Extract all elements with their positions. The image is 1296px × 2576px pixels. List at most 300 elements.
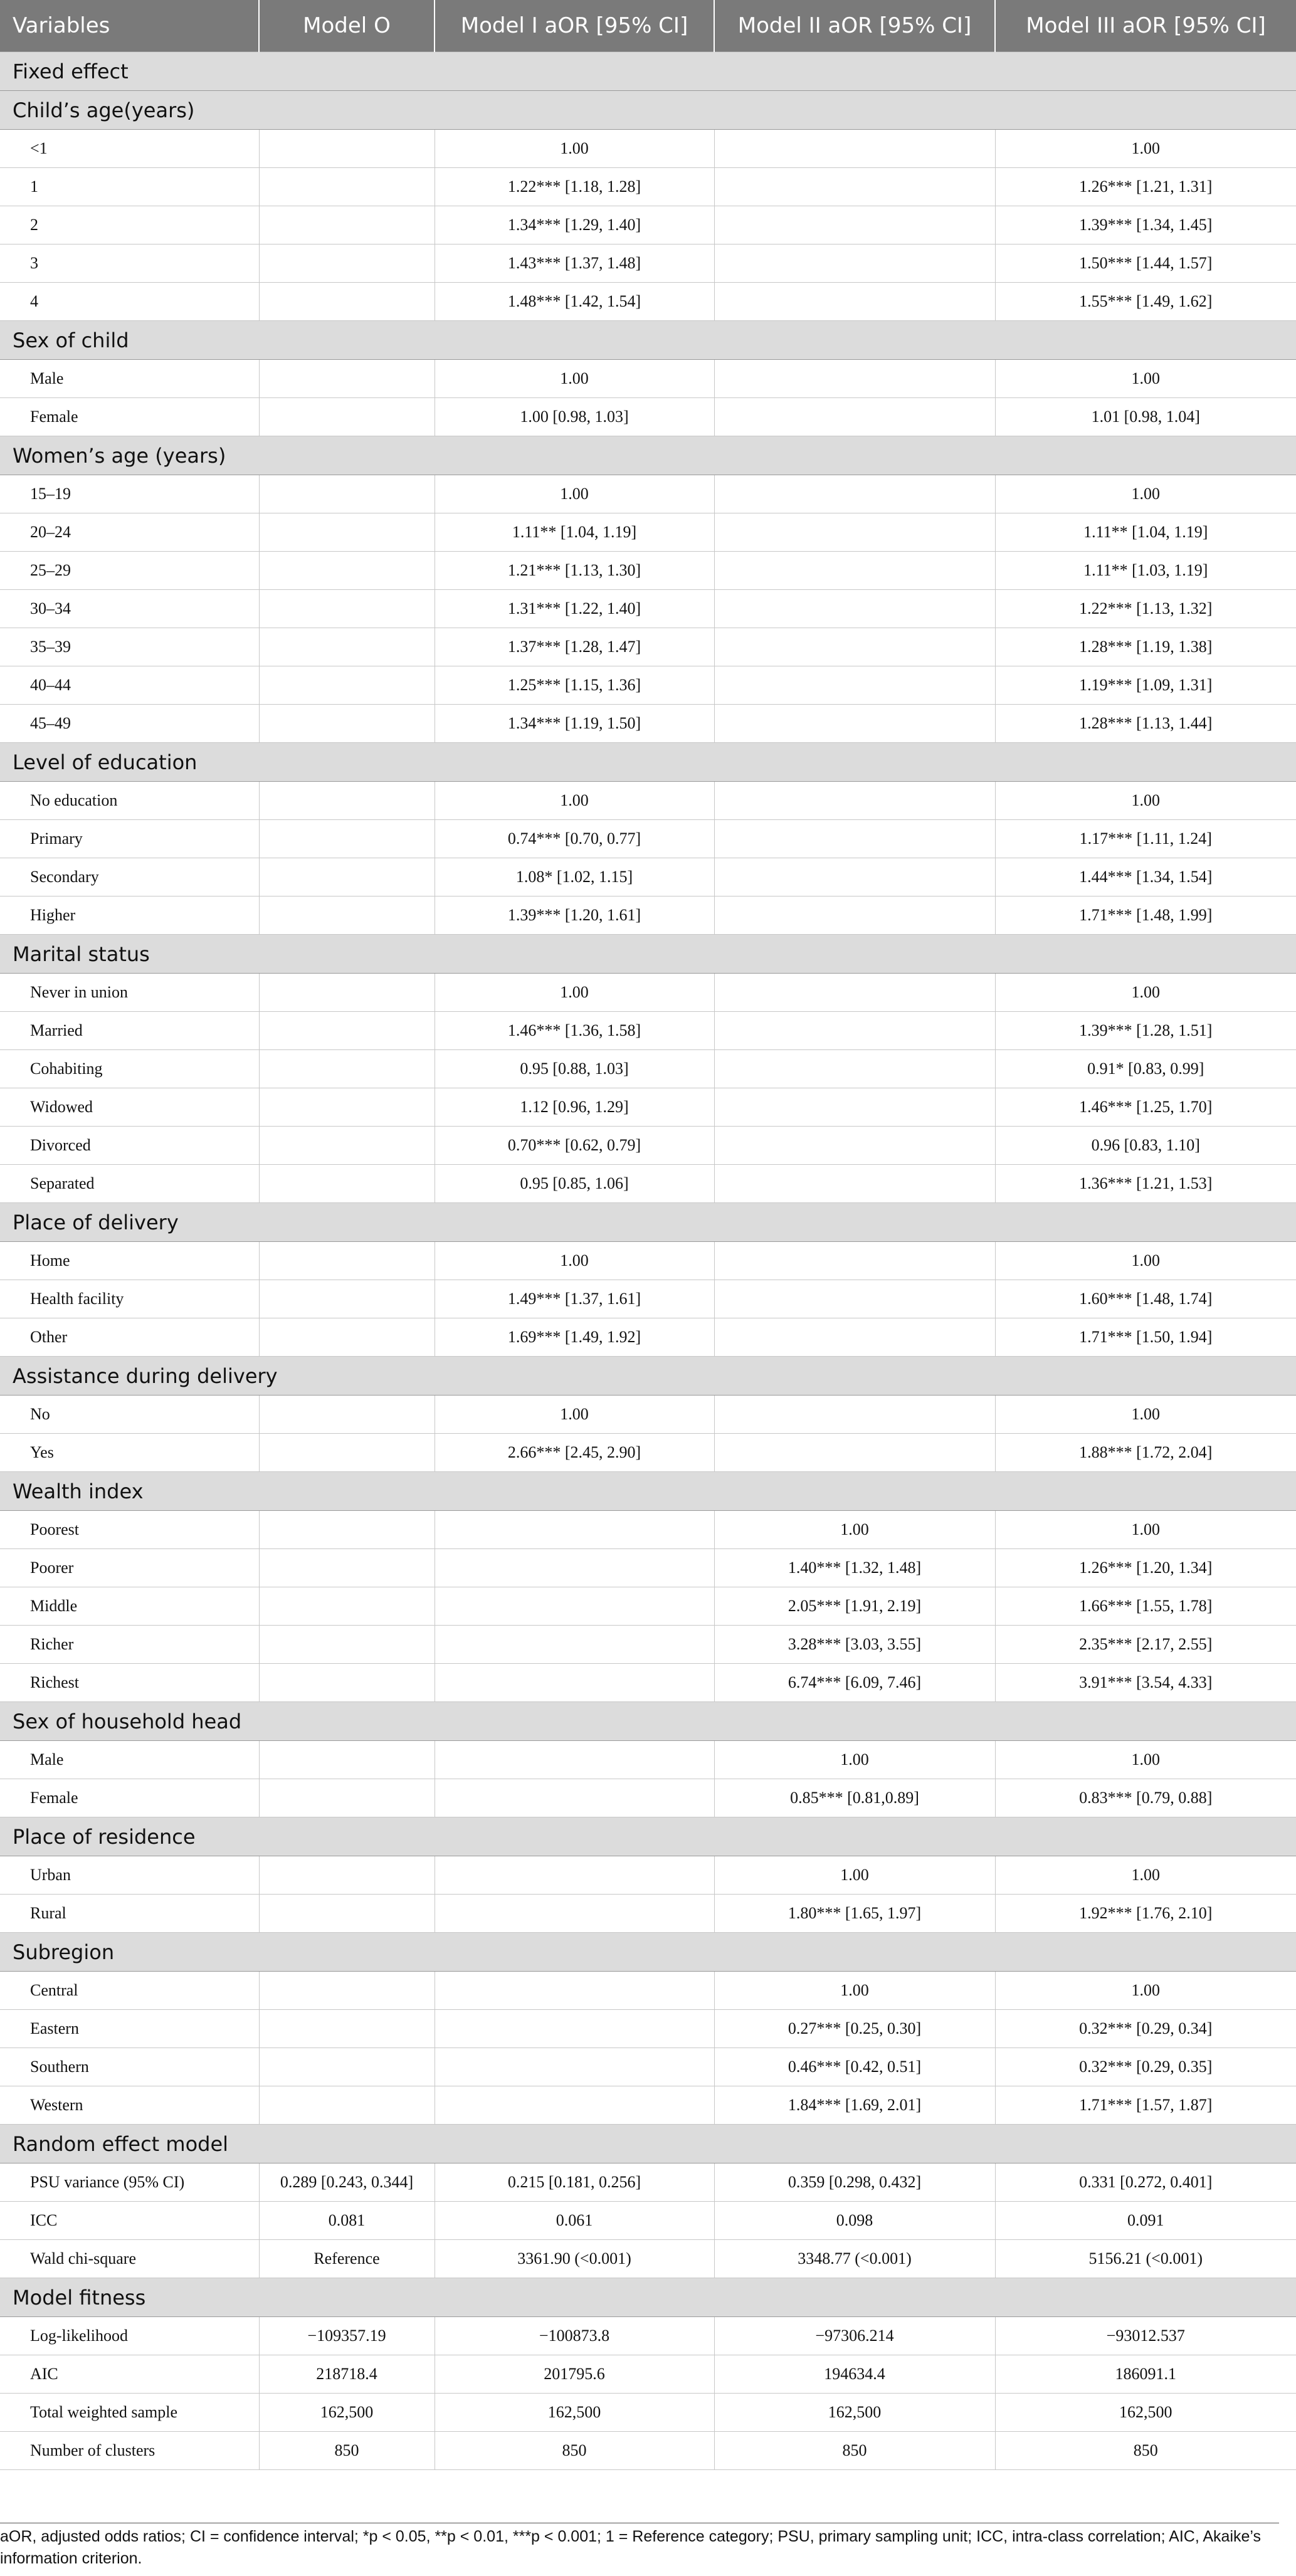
table-row bbox=[0, 475, 1296, 513]
model-value-cell bbox=[259, 1396, 435, 1434]
model-value-cell: 1.00 bbox=[995, 1242, 1296, 1280]
model-value-cell: 1.44*** [1.34, 1.54] bbox=[995, 858, 1296, 896]
model-value-cell bbox=[259, 896, 435, 935]
model-value-cell: 0.081 bbox=[259, 2202, 435, 2240]
variable-label-cell: No education bbox=[0, 782, 259, 820]
header-variables: Variables bbox=[0, 0, 259, 52]
model-value-cell bbox=[259, 820, 435, 858]
model-value-cell: 3348.77 (<0.001) bbox=[714, 2240, 995, 2278]
model-value-cell: 0.359 [0.298, 0.432] bbox=[714, 2163, 995, 2202]
model-value-cell bbox=[259, 244, 435, 283]
model-value-cell bbox=[714, 1165, 995, 1203]
model-value-cell bbox=[259, 1127, 435, 1165]
variable-label-cell: AIC bbox=[0, 2355, 259, 2394]
model-value-cell bbox=[259, 1587, 435, 1626]
table-row bbox=[0, 552, 1296, 590]
table-row bbox=[0, 1511, 1296, 1549]
section-title: Women’s age (years) bbox=[0, 436, 1296, 475]
variable-label-cell: 30–34 bbox=[0, 590, 259, 628]
model-value-cell: 1.00 bbox=[995, 782, 1296, 820]
variable-label-cell: Poorest bbox=[0, 1511, 259, 1549]
variable-label-cell: Married bbox=[0, 1012, 259, 1050]
section-header-row bbox=[0, 1203, 1296, 1242]
variable-label-cell: 40–44 bbox=[0, 666, 259, 705]
model-value-cell bbox=[435, 1587, 714, 1626]
table-row bbox=[0, 130, 1296, 168]
model-value-cell: 0.85*** [0.81,0.89] bbox=[714, 1779, 995, 1817]
model-value-cell: −93012.537 bbox=[995, 2317, 1296, 2355]
model-value-cell: Reference bbox=[259, 2240, 435, 2278]
model-value-cell: 201795.6 bbox=[435, 2355, 714, 2394]
model-value-cell: 2.05*** [1.91, 2.19] bbox=[714, 1587, 995, 1626]
model-value-cell bbox=[714, 820, 995, 858]
model-value-cell: 1.00 bbox=[995, 974, 1296, 1012]
variable-label-cell: 1 bbox=[0, 168, 259, 206]
variable-label-cell: 15–19 bbox=[0, 475, 259, 513]
variable-label-cell: Total weighted sample bbox=[0, 2394, 259, 2432]
model-value-cell: 1.92*** [1.76, 2.10] bbox=[995, 1895, 1296, 1933]
variable-label-cell: PSU variance (95% CI) bbox=[0, 2163, 259, 2202]
model-value-cell: 1.17*** [1.11, 1.24] bbox=[995, 820, 1296, 858]
table-row bbox=[0, 1626, 1296, 1664]
section-header-row bbox=[0, 935, 1296, 974]
model-value-cell: 1.00 bbox=[995, 475, 1296, 513]
table-row bbox=[0, 1280, 1296, 1318]
variable-label-cell: Number of clusters bbox=[0, 2432, 259, 2470]
model-value-cell bbox=[435, 2010, 714, 2048]
model-value-cell: 1.31*** [1.22, 1.40] bbox=[435, 590, 714, 628]
model-value-cell: 194634.4 bbox=[714, 2355, 995, 2394]
model-value-cell: 1.00 bbox=[435, 974, 714, 1012]
model-value-cell: 0.32*** [0.29, 0.35] bbox=[995, 2048, 1296, 2086]
model-value-cell: −109357.19 bbox=[259, 2317, 435, 2355]
model-value-cell: 1.11** [1.03, 1.19] bbox=[995, 552, 1296, 590]
table-row bbox=[0, 1664, 1296, 1702]
model-value-cell bbox=[714, 513, 995, 552]
model-value-cell: 162,500 bbox=[259, 2394, 435, 2432]
variable-label-cell: Southern bbox=[0, 2048, 259, 2086]
model-value-cell bbox=[259, 1088, 435, 1127]
table-row bbox=[0, 820, 1296, 858]
model-value-cell bbox=[714, 475, 995, 513]
model-value-cell bbox=[714, 1396, 995, 1434]
model-value-cell bbox=[714, 360, 995, 398]
model-value-cell: 0.83*** [0.79, 0.88] bbox=[995, 1779, 1296, 1817]
model-value-cell bbox=[714, 858, 995, 896]
model-value-cell: 1.00 bbox=[714, 1511, 995, 1549]
model-value-cell bbox=[714, 705, 995, 743]
table-body bbox=[0, 52, 1296, 2470]
header-model-o: Model O bbox=[259, 0, 435, 52]
model-value-cell: 1.00 bbox=[995, 1511, 1296, 1549]
section-header-row bbox=[0, 1702, 1296, 1741]
section-title: Wealth index bbox=[0, 1472, 1296, 1511]
variable-label-cell: Higher bbox=[0, 896, 259, 935]
model-value-cell: 3.91*** [3.54, 4.33] bbox=[995, 1664, 1296, 1702]
table-row bbox=[0, 1318, 1296, 1357]
model-value-cell bbox=[259, 858, 435, 896]
variable-label-cell: 45–49 bbox=[0, 705, 259, 743]
model-value-cell: 1.40*** [1.32, 1.48] bbox=[714, 1549, 995, 1587]
table-row bbox=[0, 1741, 1296, 1779]
table-row bbox=[0, 1972, 1296, 2010]
model-value-cell: 1.00 bbox=[435, 360, 714, 398]
model-value-cell: 1.55*** [1.49, 1.62] bbox=[995, 283, 1296, 321]
model-value-cell: 6.74*** [6.09, 7.46] bbox=[714, 1664, 995, 1702]
model-value-cell: 1.11** [1.04, 1.19] bbox=[995, 513, 1296, 552]
model-value-cell bbox=[259, 1549, 435, 1587]
model-value-cell: 3.28*** [3.03, 3.55] bbox=[714, 1626, 995, 1664]
model-value-cell bbox=[259, 1318, 435, 1357]
model-value-cell: 186091.1 bbox=[995, 2355, 1296, 2394]
variable-label-cell: Female bbox=[0, 398, 259, 436]
model-value-cell bbox=[714, 1242, 995, 1280]
section-title: Model fitness bbox=[0, 2278, 1296, 2317]
table-row bbox=[0, 2048, 1296, 2086]
table-row bbox=[0, 1165, 1296, 1203]
section-title: Sex of child bbox=[0, 321, 1296, 360]
variable-label-cell: Eastern bbox=[0, 2010, 259, 2048]
model-value-cell bbox=[714, 398, 995, 436]
model-value-cell bbox=[259, 1012, 435, 1050]
variable-label-cell: 3 bbox=[0, 244, 259, 283]
table-row bbox=[0, 1895, 1296, 1933]
model-value-cell: 1.39*** [1.28, 1.51] bbox=[995, 1012, 1296, 1050]
variable-label-cell: Male bbox=[0, 1741, 259, 1779]
model-value-cell: 2.35*** [2.17, 2.55] bbox=[995, 1626, 1296, 1664]
model-value-cell bbox=[714, 206, 995, 244]
section-header-row bbox=[0, 52, 1296, 91]
model-value-cell: 0.46*** [0.42, 0.51] bbox=[714, 2048, 995, 2086]
model-value-cell: 1.66*** [1.55, 1.78] bbox=[995, 1587, 1296, 1626]
section-title: Fixed effect bbox=[0, 52, 1296, 91]
model-value-cell bbox=[714, 628, 995, 666]
model-value-cell: 162,500 bbox=[714, 2394, 995, 2432]
table-row bbox=[0, 705, 1296, 743]
model-value-cell bbox=[714, 283, 995, 321]
variable-label-cell: Secondary bbox=[0, 858, 259, 896]
table-row bbox=[0, 283, 1296, 321]
model-value-cell: 5156.21 (<0.001) bbox=[995, 2240, 1296, 2278]
model-value-cell: 1.00 bbox=[435, 130, 714, 168]
model-value-cell: 1.60*** [1.48, 1.74] bbox=[995, 1280, 1296, 1318]
variable-label-cell: Wald chi-square bbox=[0, 2240, 259, 2278]
model-value-cell: 1.12 [0.96, 1.29] bbox=[435, 1088, 714, 1127]
model-value-cell: 0.061 bbox=[435, 2202, 714, 2240]
table-row bbox=[0, 1396, 1296, 1434]
model-value-cell: 1.00 bbox=[995, 1972, 1296, 2010]
model-value-cell: 1.69*** [1.49, 1.92] bbox=[435, 1318, 714, 1357]
model-value-cell bbox=[259, 705, 435, 743]
model-value-cell: 1.11** [1.04, 1.19] bbox=[435, 513, 714, 552]
variable-label-cell: Female bbox=[0, 1779, 259, 1817]
model-value-cell: 1.71*** [1.57, 1.87] bbox=[995, 2086, 1296, 2125]
table-row bbox=[0, 590, 1296, 628]
section-header-row bbox=[0, 1472, 1296, 1511]
table-row bbox=[0, 2086, 1296, 2125]
model-value-cell: 1.71*** [1.48, 1.99] bbox=[995, 896, 1296, 935]
model-value-cell: 0.091 bbox=[995, 2202, 1296, 2240]
variable-label-cell: Divorced bbox=[0, 1127, 259, 1165]
model-value-cell: 850 bbox=[435, 2432, 714, 2470]
model-value-cell: 3361.90 (<0.001) bbox=[435, 2240, 714, 2278]
table-row bbox=[0, 1434, 1296, 1472]
model-value-cell bbox=[435, 1741, 714, 1779]
model-value-cell: 1.39*** [1.20, 1.61] bbox=[435, 896, 714, 935]
model-value-cell: 1.00 bbox=[714, 1741, 995, 1779]
section-header-row bbox=[0, 91, 1296, 130]
section-header-row bbox=[0, 1357, 1296, 1396]
model-value-cell: 0.215 [0.181, 0.256] bbox=[435, 2163, 714, 2202]
model-value-cell: 1.22*** [1.18, 1.28] bbox=[435, 168, 714, 206]
model-value-cell: 1.36*** [1.21, 1.53] bbox=[995, 1165, 1296, 1203]
model-value-cell: 1.46*** [1.36, 1.58] bbox=[435, 1012, 714, 1050]
model-value-cell bbox=[435, 1856, 714, 1895]
model-value-cell bbox=[259, 1165, 435, 1203]
variable-label-cell: <1 bbox=[0, 130, 259, 168]
model-value-cell: 0.289 [0.243, 0.344] bbox=[259, 2163, 435, 2202]
model-value-cell: 1.25*** [1.15, 1.36] bbox=[435, 666, 714, 705]
model-value-cell: 1.46*** [1.25, 1.70] bbox=[995, 1088, 1296, 1127]
model-value-cell: −100873.8 bbox=[435, 2317, 714, 2355]
model-value-cell bbox=[714, 782, 995, 820]
model-value-cell bbox=[259, 1779, 435, 1817]
table-row bbox=[0, 1012, 1296, 1050]
table-row bbox=[0, 628, 1296, 666]
variable-label-cell: Log-likelihood bbox=[0, 2317, 259, 2355]
model-value-cell: 1.34*** [1.19, 1.50] bbox=[435, 705, 714, 743]
header-model-iii: Model III aOR [95% CI] bbox=[995, 0, 1296, 52]
variable-label-cell: Richer bbox=[0, 1626, 259, 1664]
model-value-cell: 1.00 bbox=[435, 1242, 714, 1280]
model-value-cell bbox=[714, 666, 995, 705]
model-value-cell bbox=[259, 552, 435, 590]
model-value-cell: 0.32*** [0.29, 0.34] bbox=[995, 2010, 1296, 2048]
variable-label-cell: Home bbox=[0, 1242, 259, 1280]
model-value-cell bbox=[435, 2048, 714, 2086]
table-row bbox=[0, 1856, 1296, 1895]
table-row bbox=[0, 360, 1296, 398]
model-value-cell: 1.00 bbox=[714, 1856, 995, 1895]
model-value-cell bbox=[259, 1434, 435, 1472]
table-header bbox=[0, 0, 1296, 52]
model-value-cell bbox=[259, 628, 435, 666]
variable-label-cell: Primary bbox=[0, 820, 259, 858]
model-value-cell bbox=[259, 1856, 435, 1895]
section-title: Random effect model bbox=[0, 2125, 1296, 2163]
model-value-cell bbox=[259, 1050, 435, 1088]
variable-label-cell: Middle bbox=[0, 1587, 259, 1626]
model-value-cell: 1.00 bbox=[995, 130, 1296, 168]
section-title: Assistance during delivery bbox=[0, 1357, 1296, 1396]
model-value-cell bbox=[259, 1741, 435, 1779]
variable-label-cell: Rural bbox=[0, 1895, 259, 1933]
section-title: Place of delivery bbox=[0, 1203, 1296, 1242]
model-value-cell: 1.00 bbox=[435, 1396, 714, 1434]
table-row bbox=[0, 206, 1296, 244]
model-value-cell bbox=[259, 360, 435, 398]
model-value-cell: 1.28*** [1.13, 1.44] bbox=[995, 705, 1296, 743]
table-row bbox=[0, 2394, 1296, 2432]
table-row bbox=[0, 1050, 1296, 1088]
model-value-cell bbox=[259, 590, 435, 628]
variable-label-cell: Poorer bbox=[0, 1549, 259, 1587]
table-row bbox=[0, 2163, 1296, 2202]
model-value-cell bbox=[259, 1511, 435, 1549]
model-value-cell: 0.27*** [0.25, 0.30] bbox=[714, 2010, 995, 2048]
section-title: Child’s age(years) bbox=[0, 91, 1296, 130]
model-value-cell: 0.70*** [0.62, 0.79] bbox=[435, 1127, 714, 1165]
variable-label-cell: Richest bbox=[0, 1664, 259, 1702]
model-value-cell: 0.95 [0.88, 1.03] bbox=[435, 1050, 714, 1088]
section-title: Level of education bbox=[0, 743, 1296, 782]
model-value-cell bbox=[259, 782, 435, 820]
table-row bbox=[0, 2317, 1296, 2355]
variable-label-cell: Never in union bbox=[0, 974, 259, 1012]
model-value-cell bbox=[259, 168, 435, 206]
model-value-cell: 1.71*** [1.50, 1.94] bbox=[995, 1318, 1296, 1357]
model-value-cell bbox=[714, 1088, 995, 1127]
section-header-row bbox=[0, 2125, 1296, 2163]
variable-label-cell: Separated bbox=[0, 1165, 259, 1203]
variable-label-cell: Western bbox=[0, 2086, 259, 2125]
model-value-cell: 1.80*** [1.65, 1.97] bbox=[714, 1895, 995, 1933]
variable-label-cell: Male bbox=[0, 360, 259, 398]
variable-label-cell: Yes bbox=[0, 1434, 259, 1472]
section-header-row bbox=[0, 436, 1296, 475]
model-value-cell: 850 bbox=[714, 2432, 995, 2470]
model-value-cell bbox=[259, 2086, 435, 2125]
section-header-row bbox=[0, 1817, 1296, 1856]
model-value-cell: 850 bbox=[259, 2432, 435, 2470]
model-value-cell bbox=[714, 130, 995, 168]
table-row bbox=[0, 1779, 1296, 1817]
model-value-cell: 0.331 [0.272, 0.401] bbox=[995, 2163, 1296, 2202]
section-header-row bbox=[0, 743, 1296, 782]
model-value-cell: 1.00 bbox=[435, 475, 714, 513]
variable-label-cell: 35–39 bbox=[0, 628, 259, 666]
model-value-cell bbox=[714, 168, 995, 206]
table-row bbox=[0, 974, 1296, 1012]
model-value-cell: 1.34*** [1.29, 1.40] bbox=[435, 206, 714, 244]
model-value-cell: 0.098 bbox=[714, 2202, 995, 2240]
model-value-cell: 1.01 [0.98, 1.04] bbox=[995, 398, 1296, 436]
model-value-cell bbox=[714, 1127, 995, 1165]
model-value-cell: 0.95 [0.85, 1.06] bbox=[435, 1165, 714, 1203]
model-value-cell: 0.74*** [0.70, 0.77] bbox=[435, 820, 714, 858]
model-value-cell bbox=[259, 206, 435, 244]
model-value-cell bbox=[435, 1895, 714, 1933]
table-footnote: aOR, adjusted odds ratios; CI = confidence interval; *p < 0.05, **p < 0.01, ***p < 0.001; 1 = Reference category; PSU, primary sampling unit; ICC, intra-class correlation; AIC, Akaike’s information criterion. bbox=[0, 2523, 1279, 2570]
table-row bbox=[0, 1549, 1296, 1587]
section-title: Place of residence bbox=[0, 1817, 1296, 1856]
model-value-cell: 1.08* [1.02, 1.15] bbox=[435, 858, 714, 896]
model-value-cell bbox=[435, 1664, 714, 1702]
section-title: Marital status bbox=[0, 935, 1296, 974]
variable-label-cell: 4 bbox=[0, 283, 259, 321]
model-value-cell bbox=[259, 666, 435, 705]
table-row bbox=[0, 1242, 1296, 1280]
model-value-cell bbox=[714, 1280, 995, 1318]
model-value-cell: 1.88*** [1.72, 2.04] bbox=[995, 1434, 1296, 1472]
model-value-cell: 1.00 bbox=[995, 1741, 1296, 1779]
model-value-cell bbox=[259, 130, 435, 168]
table-row bbox=[0, 1587, 1296, 1626]
variable-label-cell: Widowed bbox=[0, 1088, 259, 1127]
model-value-cell: 1.19*** [1.09, 1.31] bbox=[995, 666, 1296, 705]
model-value-cell: 1.00 [0.98, 1.03] bbox=[435, 398, 714, 436]
model-value-cell bbox=[259, 2010, 435, 2048]
variable-label-cell: Urban bbox=[0, 1856, 259, 1895]
model-value-cell: 218718.4 bbox=[259, 2355, 435, 2394]
model-value-cell: 2.66*** [2.45, 2.90] bbox=[435, 1434, 714, 1472]
model-value-cell: 1.37*** [1.28, 1.47] bbox=[435, 628, 714, 666]
model-value-cell bbox=[714, 552, 995, 590]
section-header-row bbox=[0, 1933, 1296, 1972]
variable-label-cell: Other bbox=[0, 1318, 259, 1357]
table-row bbox=[0, 782, 1296, 820]
model-value-cell bbox=[259, 2048, 435, 2086]
model-value-cell bbox=[714, 974, 995, 1012]
model-value-cell: 1.50*** [1.44, 1.57] bbox=[995, 244, 1296, 283]
model-value-cell bbox=[259, 475, 435, 513]
model-value-cell bbox=[435, 1972, 714, 2010]
model-value-cell: 1.43*** [1.37, 1.48] bbox=[435, 244, 714, 283]
model-value-cell: 0.91* [0.83, 0.99] bbox=[995, 1050, 1296, 1088]
variable-label-cell: Health facility bbox=[0, 1280, 259, 1318]
section-header-row bbox=[0, 2278, 1296, 2317]
model-value-cell bbox=[714, 590, 995, 628]
table-row bbox=[0, 666, 1296, 705]
table-row bbox=[0, 244, 1296, 283]
variable-label-cell: Cohabiting bbox=[0, 1050, 259, 1088]
model-value-cell: 1.84*** [1.69, 2.01] bbox=[714, 2086, 995, 2125]
table-row bbox=[0, 513, 1296, 552]
model-value-cell: 1.26*** [1.21, 1.31] bbox=[995, 168, 1296, 206]
model-value-cell bbox=[259, 1664, 435, 1702]
model-value-cell: 1.26*** [1.20, 1.34] bbox=[995, 1549, 1296, 1587]
variable-label-cell: 20–24 bbox=[0, 513, 259, 552]
header-model-ii: Model II aOR [95% CI] bbox=[714, 0, 995, 52]
variable-label-cell: 25–29 bbox=[0, 552, 259, 590]
model-value-cell: 1.22*** [1.13, 1.32] bbox=[995, 590, 1296, 628]
model-value-cell bbox=[435, 1779, 714, 1817]
table-row bbox=[0, 168, 1296, 206]
model-value-cell bbox=[714, 1012, 995, 1050]
model-value-cell bbox=[714, 1318, 995, 1357]
model-value-cell bbox=[435, 1626, 714, 1664]
model-value-cell bbox=[259, 1280, 435, 1318]
model-value-cell: 1.00 bbox=[995, 360, 1296, 398]
model-value-cell bbox=[259, 974, 435, 1012]
model-value-cell: 1.21*** [1.13, 1.30] bbox=[435, 552, 714, 590]
model-value-cell bbox=[714, 1434, 995, 1472]
header-model-i: Model I aOR [95% CI] bbox=[435, 0, 714, 52]
model-value-cell: 1.49*** [1.37, 1.61] bbox=[435, 1280, 714, 1318]
variable-label-cell: ICC bbox=[0, 2202, 259, 2240]
model-value-cell: 850 bbox=[995, 2432, 1296, 2470]
model-value-cell bbox=[259, 513, 435, 552]
model-value-cell: 1.00 bbox=[714, 1972, 995, 2010]
section-title: Subregion bbox=[0, 1933, 1296, 1972]
model-value-cell: 1.48*** [1.42, 1.54] bbox=[435, 283, 714, 321]
model-value-cell bbox=[259, 398, 435, 436]
section-header-row bbox=[0, 321, 1296, 360]
model-value-cell: 1.00 bbox=[435, 782, 714, 820]
model-value-cell bbox=[259, 1972, 435, 2010]
table-row bbox=[0, 2432, 1296, 2470]
model-value-cell bbox=[435, 2086, 714, 2125]
